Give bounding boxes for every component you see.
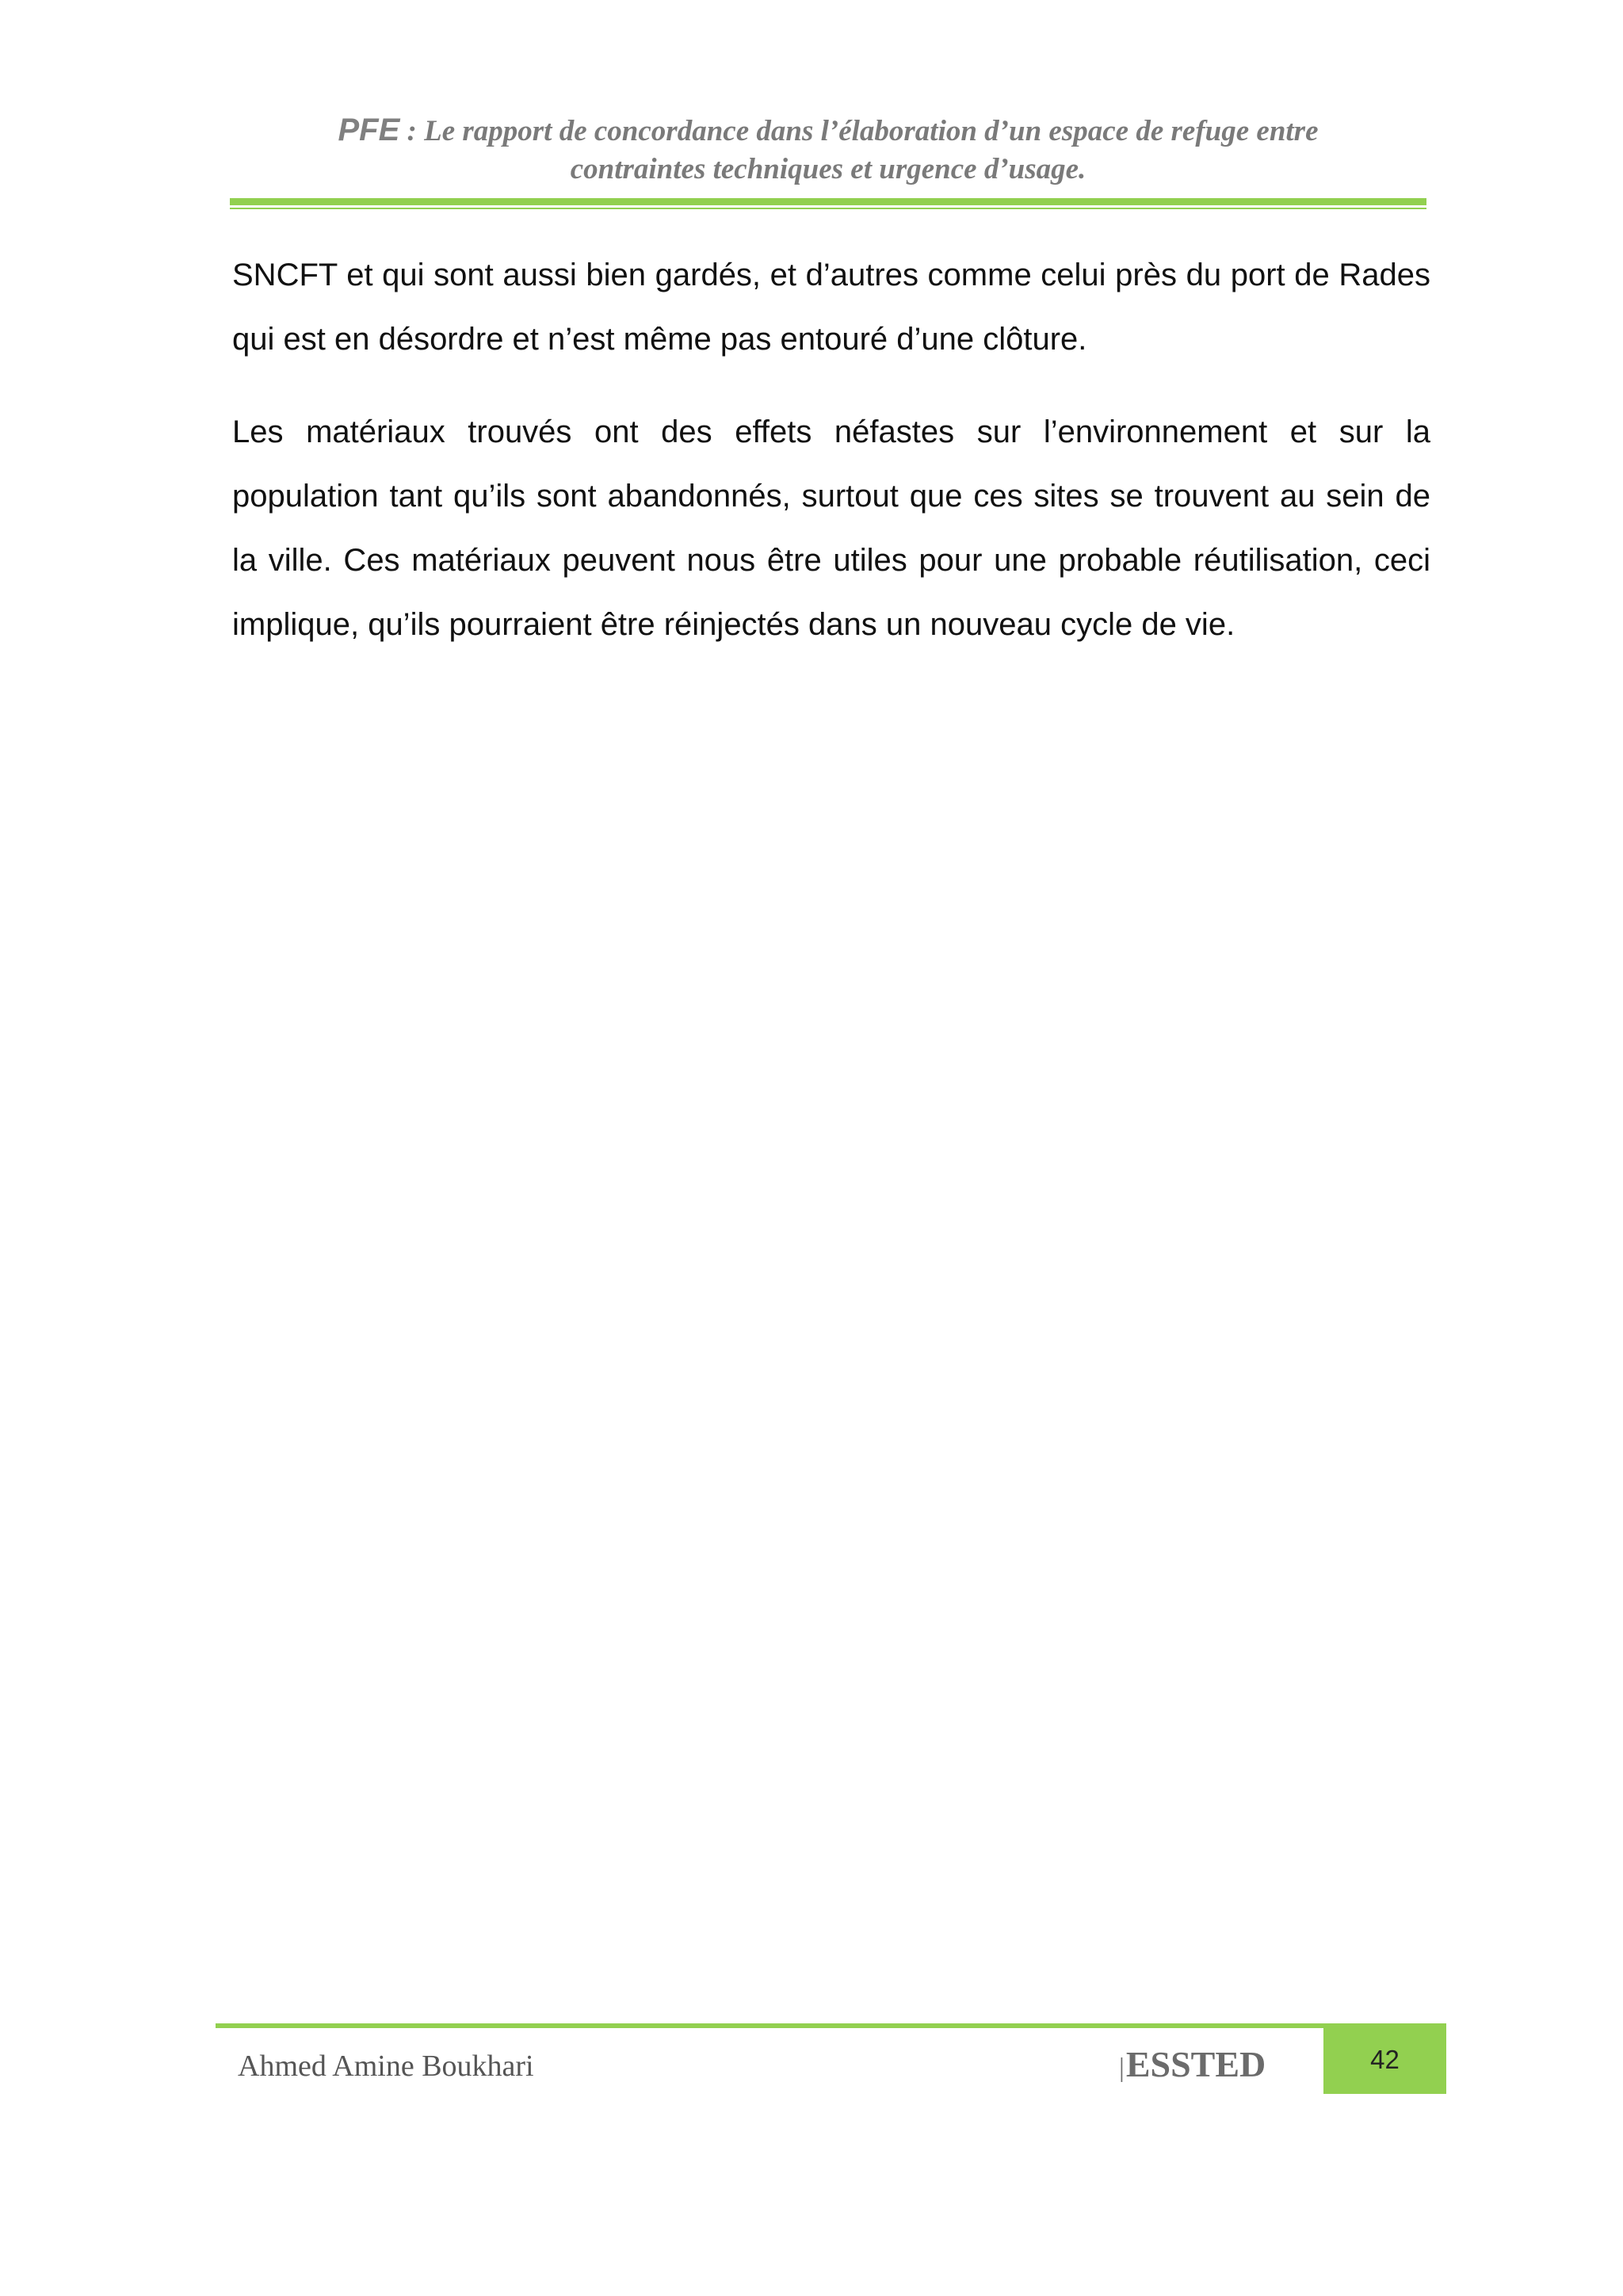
page-number-box bbox=[1323, 2023, 1446, 2094]
header-line-1 bbox=[230, 111, 1426, 151]
footer-school-block bbox=[1119, 2043, 1266, 2085]
footer-rule bbox=[216, 2023, 1445, 2028]
body-text bbox=[232, 243, 1430, 657]
header-label: PFE bbox=[338, 113, 400, 147]
header-rule bbox=[230, 198, 1426, 205]
header-title-part-1: : Le rapport de concordance dans l’élaboration d’un espace de refuge entre bbox=[399, 115, 1319, 147]
footer-separator: | bbox=[1119, 2053, 1125, 2083]
paragraph: SNCFT et qui sont aussi bien gardés, et d’autres comme celui près du port de Rades qui est en désordre et n’est même pas entouré d’une clôture. bbox=[232, 258, 1430, 357]
footer-author: Ahmed Amine Boukhari bbox=[238, 2050, 534, 2083]
running-header bbox=[230, 111, 1426, 189]
page-number: 42 bbox=[1370, 2045, 1400, 2074]
paragraph: Les matériaux trouvés ont des effets néfastes sur l’environnement et sur la population tant qu’ils sont abandonnés, surtout que ces sites se trouvent au sein de la ville. Ces matériaux peuvent nous être utiles pour une probable réutilisation, ceci implique, qu’ils pourraient être réinjectés dans un nouveau cycle de vie. bbox=[232, 415, 1430, 642]
footer-school: ESSTED bbox=[1125, 2044, 1266, 2084]
header-rule-thin bbox=[230, 208, 1426, 209]
header-title-part-2: contraintes techniques et urgence d’usage. bbox=[570, 153, 1086, 185]
